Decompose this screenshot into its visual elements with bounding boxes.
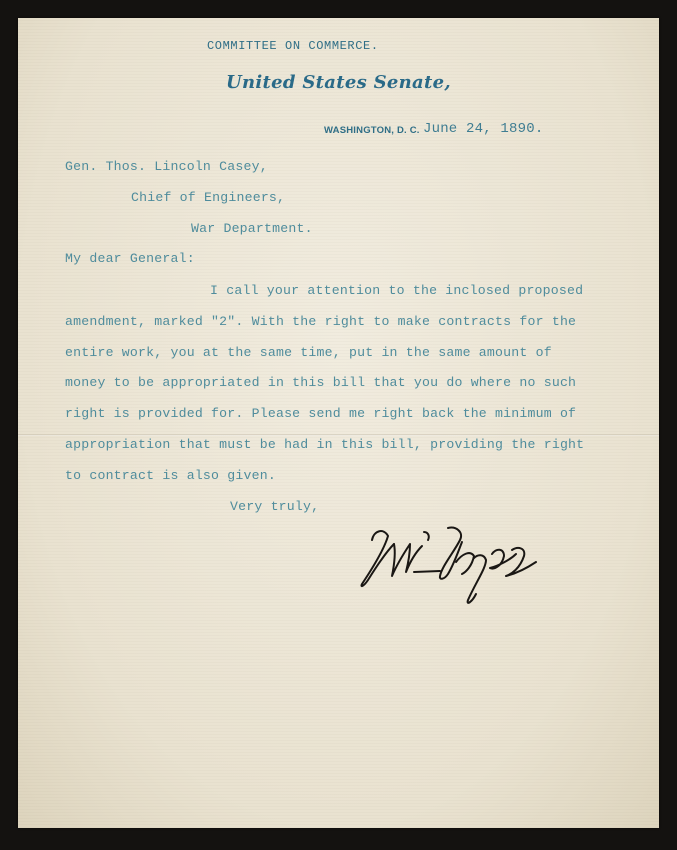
body-line: money to be appropriated in this bill that you do where no such [65,375,577,390]
salutation: My dear General: [65,251,195,266]
fold-crease [18,434,659,436]
senate-letterhead: United States Senate, [226,72,451,93]
body-line: amendment, marked "2". With the right to make contracts for the [65,314,577,329]
letter-date: June 24, 1890. [423,121,544,137]
body-line: right is provided for. Please send me right back the minimum of [65,406,577,421]
addressee-department: War Department. [191,221,313,236]
letter-page [18,18,659,828]
body-line: entire work, you at the same time, put in the same amount of [65,345,552,360]
addressee-name: Gen. Thos. Lincoln Casey, [65,159,268,174]
addressee-title: Chief of Engineers, [131,190,286,205]
body-line: to contract is also given. [65,468,276,483]
place-line: WASHINGTON, D. C. [324,125,420,136]
body-line: appropriation that must be had in this bill, providing the right [65,437,585,452]
committee-heading: COMMITTEE ON COMMERCE. [207,39,379,53]
signature [344,510,564,620]
body-line: I call your attention to the inclosed proposed [210,283,584,298]
closing: Very truly, [230,499,320,514]
